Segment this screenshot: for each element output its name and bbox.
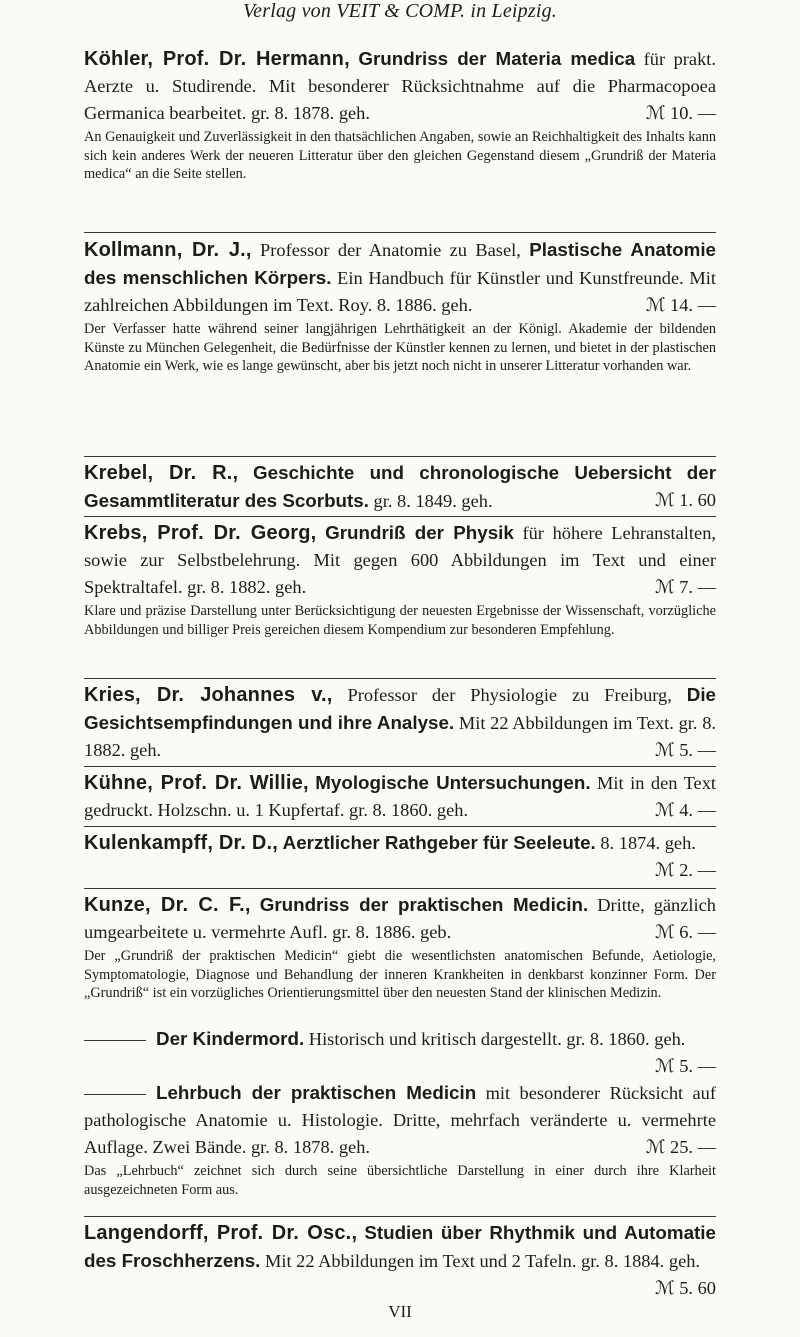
- entry-main: [84, 45, 716, 127]
- catalog-entry-kunze: [84, 891, 716, 1003]
- catalog-entry-kuehne: [84, 769, 716, 824]
- entry-text: Mit 22 Abbildungen im Text. gr. 8. 1882. geh.: [84, 713, 716, 760]
- entry-price: ℳ 5. —: [654, 1056, 716, 1076]
- entry-price: ℳ 14. —: [645, 295, 716, 315]
- running-head: Verlag von VEIT & COMP. in Leipzig.: [242, 0, 558, 22]
- entry-main: [84, 519, 716, 601]
- entry-title: Lehrbuch der praktischen Medicin: [156, 1082, 477, 1103]
- entry-text: Historisch und kritisch dargestellt. gr. 8. 1860. geh.: [304, 1029, 686, 1049]
- entry-text: Mit in den Text gedruckt. Holzschn. u. 1 Kupfertaf. gr. 8. 1860. geh.: [84, 773, 716, 820]
- divider: [84, 456, 716, 457]
- entry-author: Kries, Dr. Johannes v.,: [84, 684, 333, 706]
- entry-text: für prakt. Aerzte u. Studirende. Mit besonderer Rücksichtnahme auf die Pharmacopoea Germanica bearbeitet. gr. 8. 1878. geh.: [84, 49, 716, 123]
- entry-price: ℳ 1. 60: [654, 490, 716, 510]
- entry-author: Köhler, Prof. Dr. Hermann,: [84, 48, 350, 70]
- catalog-entry-krebs: [84, 519, 716, 639]
- catalog-entry-kindermord: [84, 1025, 716, 1080]
- entry-note: An Genauigkeit und Zuverlässigkeit in den thatsächlichen Angaben, sowie an Reichhaltigkeit des Inhalts kann sich kein anderes Werk der neueren Litteratur über den gleichen Gegenstand diesem „Grundriß der Materia medica“ an die Seite stellen.: [84, 129, 716, 183]
- catalog-entry-kulenkampff: [84, 829, 716, 884]
- entry-text-before: Professor der Anatomie zu Basel,: [251, 240, 530, 260]
- divider: [84, 678, 716, 679]
- entry-text: gr. 8. 1849. geh.: [368, 491, 493, 511]
- entry-text: für höhere Lehranstalten, sowie zur Selbstbelehrung. Mit gegen 600 Abbildungen im Text und einer Spektraltafel. gr. 8. 1882. geh.: [84, 523, 716, 597]
- entry-author: Langendorff, Prof. Dr. Osc.,: [84, 1222, 358, 1244]
- entry-note: Das „Lehrbuch“ zeichnet sich durch seine übersichtliche Darstellung in einer durch ihre Klarheit ausgezeichneten Form aus.: [84, 1163, 716, 1198]
- entry-text: mit besonderer Rücksicht auf pathologische Anatomie u. Histologie. Dritte, mehrfach veränderte u. vermehrte Auflage. Zwei Bände. gr. 8. 1878. geh.: [84, 1083, 716, 1157]
- entry-text-before: Professor der Physiologie zu Freiburg,: [332, 685, 687, 705]
- entry-title: Aerztlicher Rathgeber für Seeleute.: [282, 832, 596, 853]
- catalog-entry-krebel: [84, 459, 716, 515]
- entry-main: [84, 1219, 716, 1298]
- divider: [84, 516, 716, 517]
- entry-main: [84, 236, 716, 319]
- divider: [84, 1216, 716, 1217]
- entry-text: Dritte, gänzlich umgearbeitete u. vermehrte Aufl. gr. 8. 1886. geb.: [84, 895, 716, 942]
- entry-author: Kulenkampff, Dr. D.,: [84, 832, 279, 854]
- entry-main: [84, 769, 716, 824]
- entry-price: ℳ 5. —: [654, 740, 716, 760]
- entry-main: [84, 829, 716, 880]
- page-number: VII: [388, 1302, 412, 1321]
- divider: [84, 766, 716, 767]
- entry-text: Ein Handbuch für Künstler und Kunstfreunde. Mit zahlreichen Abbildungen im Text. Roy. 8. 1886. geh.: [84, 268, 717, 315]
- entry-title: Grundriß der Physik: [325, 522, 514, 543]
- entry-main: [84, 681, 716, 764]
- entry-title: Die Gesichtsempfindungen und ihre Analyse.: [84, 684, 716, 733]
- entry-note: Klare und präzise Darstellung unter Berücksichtigung der neuesten Ergebnisse der Wissenschaft, vorzügliche Abbildungen und billiger Preis gereichen diesem Kompendium zur besonderen Empfehlung.: [84, 603, 716, 638]
- entry-title: Grundriss der praktischen Medicin.: [259, 894, 589, 915]
- entry-title: Grundriss der Materia medica: [358, 48, 636, 69]
- entry-title: Myologische Untersuchungen.: [315, 772, 591, 793]
- entry-title: Der Kindermord.: [156, 1028, 305, 1049]
- ditto-dash: [84, 1094, 146, 1095]
- entry-price: ℳ 25. —: [645, 1137, 716, 1157]
- catalog-entry-kries: [84, 681, 716, 764]
- divider: [84, 232, 716, 233]
- entry-main: [84, 891, 716, 946]
- catalog-entry-langendorff: [84, 1219, 716, 1302]
- ditto-dash: [84, 1040, 146, 1041]
- catalog-entry-kollmann: [84, 236, 716, 376]
- divider: [84, 888, 716, 889]
- entry-price: ℳ 7. —: [654, 577, 716, 597]
- entry-text: Mit 22 Abbildungen im Text und 2 Tafeln. gr. 8. 1884. geh.: [260, 1251, 701, 1271]
- entry-price: ℳ 5. 60: [654, 1278, 716, 1298]
- entry-title: Studien über Rhythmik und Automatie des Froschherzens.: [84, 1222, 716, 1271]
- entry-text: 8. 1874. geh.: [595, 833, 696, 853]
- entry-author: Kunze, Dr. C. F.,: [84, 894, 251, 916]
- entry-author: Krebel, Dr. R.,: [84, 462, 239, 484]
- entry-price: ℳ 2. —: [654, 860, 716, 880]
- entry-note: Der Verfasser hatte während seiner langjährigen Lehrthätigkeit an der Königl. Akademie der bildenden Künste zu München Gelegenheit, die Bedürfnisse der Künstler kennen zu lernen, und bietet in der plastischen Anatomie ein Werk, wie es lange gewünscht, aber bis jetzt noch nicht in unserer Litteratur vorhanden war.: [84, 321, 716, 375]
- entry-price: ℳ 10. —: [645, 103, 716, 123]
- divider: [84, 826, 716, 827]
- entry-author: Kühne, Prof. Dr. Willie,: [84, 772, 309, 794]
- catalog-entry-koehler: [84, 45, 716, 184]
- entry-title: Geschichte und chronologische Uebersicht der Gesammtliteratur des Scorbuts.: [84, 462, 717, 511]
- entry-main: [84, 459, 716, 515]
- entry-note: Der „Grundriß der praktischen Medicin“ giebt die wesentlichsten anatomischen Befunde, Aetiologie, Symptomatologie, Diagnose und Behandlung der inneren Krankheiten in denkbarst konzinner Form. Der „Grundriß“ ist ein vorzügliches Orientierungsmittel über den neuesten Stand der klinischen Medizin.: [84, 948, 716, 1002]
- entry-main: [84, 1025, 716, 1076]
- entry-price: ℳ 4. —: [654, 800, 716, 820]
- entry-author: Krebs, Prof. Dr. Georg,: [84, 522, 317, 544]
- entry-author: Kollmann, Dr. J.,: [84, 239, 252, 261]
- entry-price: ℳ 6. —: [654, 922, 716, 942]
- catalog-entry-lehrbuch: [84, 1079, 716, 1199]
- entry-main: [84, 1079, 716, 1161]
- entry-title: Plastische Anatomie des menschlichen Körpers.: [84, 239, 717, 288]
